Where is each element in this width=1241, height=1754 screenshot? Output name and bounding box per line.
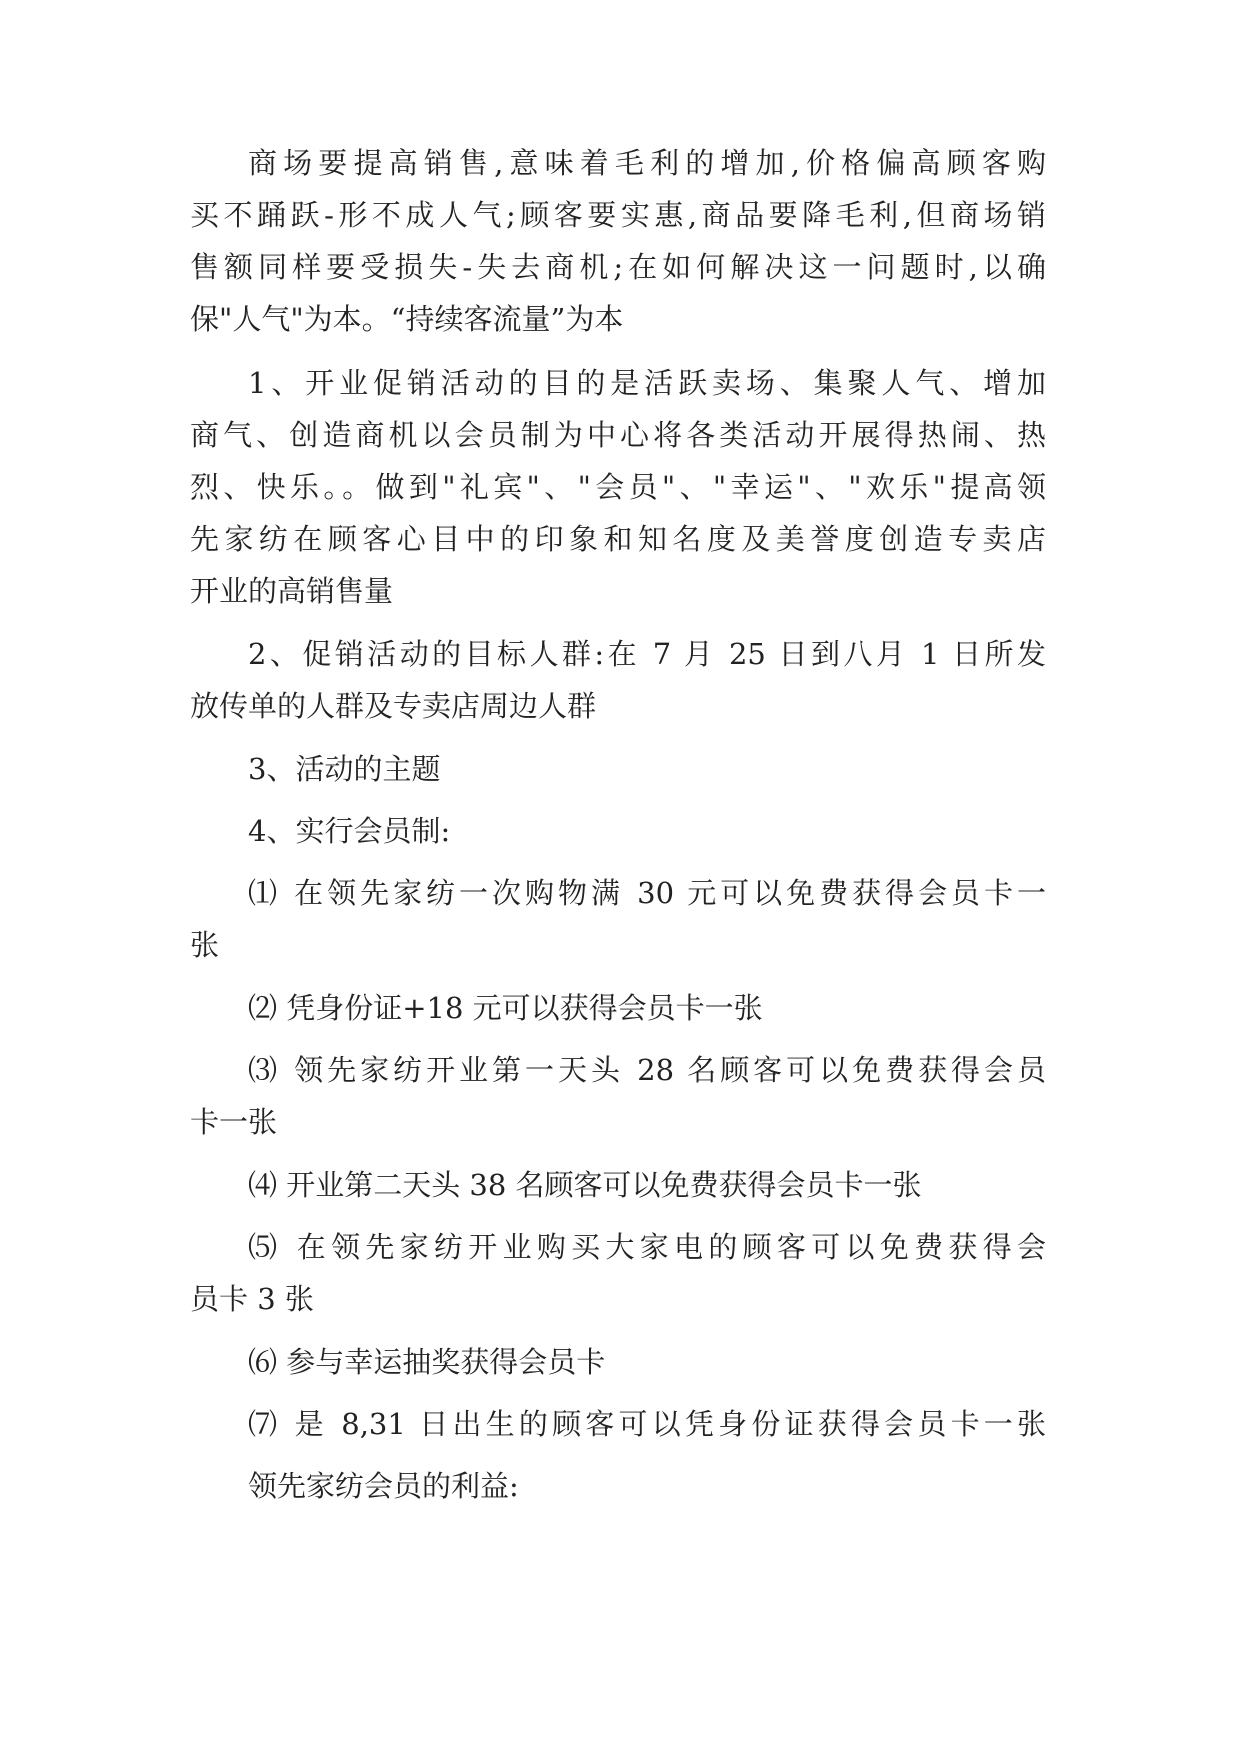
- paragraph-1-line-4: 保"人气"为本。“持续客流量”为本: [190, 302, 624, 336]
- paragraph-4-line-1: 3、活动的主题: [248, 752, 441, 786]
- paragraph-2-line-4: 先家纺在顾客心目中的印象和知名度及美誉度创造专卖店: [190, 522, 1046, 556]
- paragraph-5-line-1: 4、实行会员制:: [248, 814, 451, 848]
- paragraph-1-line-2: 买不踊跃-形不成人气;顾客要实惠,商品要降毛利,但商场销: [190, 198, 1046, 232]
- paragraph-12-line-1: ⑺ 是 8,31 日出生的顾客可以凭身份证获得会员卡一张: [248, 1407, 1046, 1441]
- paragraph-2-line-1: 1、开业促销活动的目的是活跃卖场、集聚人气、增加: [248, 366, 1046, 400]
- paragraph-6-line-2: 张: [190, 928, 220, 962]
- paragraph-2-line-2: 商气、创造商机以会员制为中心将各类活动开展得热闹、热: [190, 418, 1046, 452]
- paragraph-3-line-2: 放传单的人群及专卖店周边人群: [190, 689, 597, 723]
- paragraph-2-line-3: 烈、快乐。。做到"礼宾"、"会员"、"幸运"、"欢乐"提高领: [190, 470, 1046, 504]
- paragraph-8-line-2: 卡一张: [190, 1105, 278, 1139]
- paragraph-13-line-1: 领先家纺会员的利益:: [248, 1469, 519, 1503]
- paragraph-8-line-1: ⑶ 领先家纺开业第一天头 28 名顾客可以免费获得会员: [248, 1053, 1046, 1087]
- paragraph-10-line-1: ⑸ 在领先家纺开业购买大家电的顾客可以免费获得会: [248, 1230, 1046, 1264]
- paragraph-10-line-2: 员卡 3 张: [190, 1282, 314, 1316]
- paragraph-1-line-1: 商场要提高销售,意味着毛利的增加,价格偏高顾客购: [248, 146, 1046, 180]
- paragraph-1-line-3: 售额同样要受损失-失去商机;在如何解决这一问题时,以确: [190, 250, 1046, 284]
- paragraph-11-line-1: ⑹ 参与幸运抽奖获得会员卡: [248, 1345, 606, 1379]
- paragraph-7-line-1: ⑵ 凭身份证+18 元可以获得会员卡一张: [248, 991, 763, 1025]
- paragraph-3-line-1: 2、促销活动的目标人群:在 7 月 25 日到八月 1 日所发: [248, 637, 1046, 671]
- paragraph-9-line-1: ⑷ 开业第二天头 38 名顾客可以免费获得会员卡一张: [248, 1168, 922, 1202]
- paragraph-2-line-5: 开业的高销售量: [190, 574, 394, 608]
- paragraph-6-line-1: ⑴ 在领先家纺一次购物满 30 元可以免费获得会员卡一: [248, 876, 1046, 910]
